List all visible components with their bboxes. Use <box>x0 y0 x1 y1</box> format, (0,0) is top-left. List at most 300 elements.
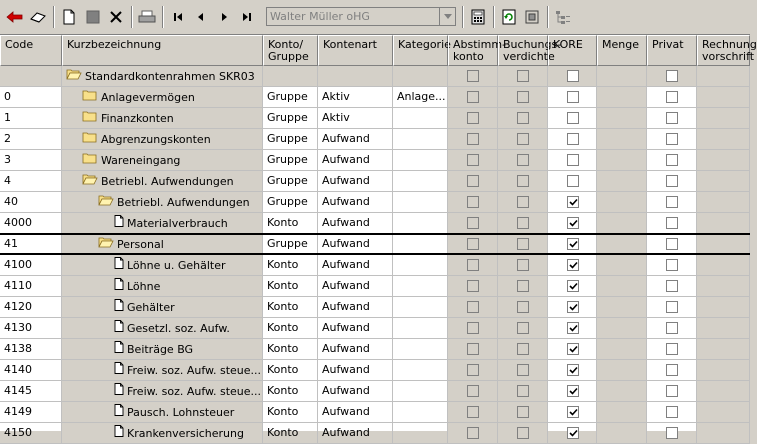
company-select[interactable] <box>266 7 456 26</box>
cell-menge[interactable] <box>597 423 647 444</box>
cell-privat[interactable] <box>647 171 697 192</box>
abst-checkbox[interactable] <box>467 70 479 82</box>
table-row[interactable] <box>0 423 750 444</box>
column-header-code[interactable] <box>0 35 62 66</box>
cell-menge[interactable] <box>597 171 647 192</box>
cell-abst[interactable] <box>448 339 498 360</box>
table-row[interactable] <box>0 150 750 171</box>
cell-art[interactable] <box>318 171 393 192</box>
cell-code[interactable] <box>0 297 62 318</box>
cell-art[interactable] <box>318 129 393 150</box>
cell-abst[interactable] <box>448 66 498 87</box>
cell-kore[interactable] <box>548 129 597 150</box>
cell-kat[interactable] <box>393 297 448 318</box>
cell-abst[interactable] <box>448 108 498 129</box>
cell-art[interactable] <box>318 234 393 255</box>
chevron-down-icon[interactable] <box>439 8 455 25</box>
cell-code[interactable] <box>0 108 62 129</box>
cell-kore[interactable] <box>548 66 597 87</box>
cell-buch[interactable] <box>498 402 548 423</box>
column-header-rech[interactable] <box>697 35 757 66</box>
privat-checkbox[interactable] <box>666 280 678 292</box>
buch-checkbox[interactable] <box>517 217 529 229</box>
abst-checkbox[interactable] <box>467 112 479 124</box>
column-header-kat[interactable] <box>393 35 451 66</box>
cell-name[interactable] <box>62 192 263 213</box>
buch-checkbox[interactable] <box>517 322 529 334</box>
cell-konto[interactable] <box>263 87 318 108</box>
kore-checkbox[interactable] <box>567 217 579 229</box>
cell-privat[interactable] <box>647 381 697 402</box>
calculator-icon[interactable] <box>467 6 489 28</box>
table-row[interactable] <box>0 234 750 255</box>
cell-kat[interactable] <box>393 276 448 297</box>
abst-checkbox[interactable] <box>467 133 479 145</box>
tree-view-icon[interactable] <box>552 6 574 28</box>
kore-checkbox[interactable] <box>567 427 579 439</box>
cell-privat[interactable] <box>647 108 697 129</box>
cell-kore[interactable] <box>548 234 597 255</box>
next-record-icon[interactable] <box>213 6 235 28</box>
abst-checkbox[interactable] <box>467 154 479 166</box>
kore-checkbox[interactable] <box>567 343 579 355</box>
last-record-icon[interactable] <box>236 6 258 28</box>
cell-rech[interactable] <box>697 402 750 423</box>
column-header-privat[interactable] <box>647 35 697 66</box>
cell-kat[interactable] <box>393 423 448 444</box>
cell-privat[interactable] <box>647 276 697 297</box>
table-row[interactable] <box>0 87 750 108</box>
cell-rech[interactable] <box>697 276 750 297</box>
buch-checkbox[interactable] <box>517 91 529 103</box>
previous-record-icon[interactable] <box>190 6 212 28</box>
cell-art[interactable] <box>318 360 393 381</box>
cell-privat[interactable] <box>647 318 697 339</box>
table-row[interactable] <box>0 402 750 423</box>
cell-buch[interactable] <box>498 171 548 192</box>
privat-checkbox[interactable] <box>666 175 678 187</box>
cell-privat[interactable] <box>647 339 697 360</box>
cell-privat[interactable] <box>647 129 697 150</box>
cell-kat[interactable] <box>393 402 448 423</box>
buch-checkbox[interactable] <box>517 154 529 166</box>
cell-name[interactable] <box>62 66 263 87</box>
cell-code[interactable] <box>0 339 62 360</box>
cell-menge[interactable] <box>597 234 647 255</box>
new-document-icon[interactable] <box>58 6 80 28</box>
table-row[interactable] <box>0 276 750 297</box>
kore-checkbox[interactable] <box>567 238 579 250</box>
cell-buch[interactable] <box>498 381 548 402</box>
cell-code[interactable] <box>0 129 62 150</box>
cell-art[interactable] <box>318 297 393 318</box>
cell-art[interactable] <box>318 108 393 129</box>
cell-rech[interactable] <box>697 423 750 444</box>
cell-konto[interactable] <box>263 213 318 234</box>
cell-buch[interactable] <box>498 360 548 381</box>
privat-checkbox[interactable] <box>666 427 678 439</box>
cell-art[interactable] <box>318 87 393 108</box>
cell-privat[interactable] <box>647 192 697 213</box>
cell-kore[interactable] <box>548 360 597 381</box>
buch-checkbox[interactable] <box>517 427 529 439</box>
abst-checkbox[interactable] <box>467 322 479 334</box>
cell-code[interactable] <box>0 360 62 381</box>
kore-checkbox[interactable] <box>567 364 579 376</box>
privat-checkbox[interactable] <box>666 238 678 250</box>
column-header-abst[interactable] <box>448 35 507 66</box>
cell-buch[interactable] <box>498 423 548 444</box>
cell-art[interactable] <box>318 381 393 402</box>
cell-name[interactable] <box>62 360 263 381</box>
cell-menge[interactable] <box>597 87 647 108</box>
cell-rech[interactable] <box>697 150 750 171</box>
cell-menge[interactable] <box>597 276 647 297</box>
cell-abst[interactable] <box>448 87 498 108</box>
cell-name[interactable] <box>62 213 263 234</box>
cell-rech[interactable] <box>697 318 750 339</box>
cell-rech[interactable] <box>697 255 750 276</box>
cell-menge[interactable] <box>597 66 647 87</box>
cell-kat[interactable] <box>393 129 448 150</box>
cell-privat[interactable] <box>647 66 697 87</box>
cell-abst[interactable] <box>448 213 498 234</box>
cell-kat[interactable] <box>393 339 448 360</box>
cell-buch[interactable] <box>498 150 548 171</box>
table-row[interactable] <box>0 108 750 129</box>
cell-name[interactable] <box>62 318 263 339</box>
cell-menge[interactable] <box>597 129 647 150</box>
cell-name[interactable] <box>62 150 263 171</box>
cell-art[interactable] <box>318 339 393 360</box>
cell-konto[interactable] <box>263 234 318 255</box>
kore-checkbox[interactable] <box>567 385 579 397</box>
cell-buch[interactable] <box>498 108 548 129</box>
cell-konto[interactable] <box>263 381 318 402</box>
abst-checkbox[interactable] <box>467 406 479 418</box>
cell-menge[interactable] <box>597 360 647 381</box>
cell-kore[interactable] <box>548 213 597 234</box>
kore-checkbox[interactable] <box>567 196 579 208</box>
cell-kat[interactable] <box>393 87 448 108</box>
abst-checkbox[interactable] <box>467 91 479 103</box>
table-row[interactable] <box>0 192 750 213</box>
back-red-arrow-icon[interactable] <box>4 6 26 28</box>
cell-rech[interactable] <box>697 213 750 234</box>
cell-kore[interactable] <box>548 297 597 318</box>
cell-menge[interactable] <box>597 108 647 129</box>
privat-checkbox[interactable] <box>666 112 678 124</box>
cell-kore[interactable] <box>548 423 597 444</box>
kore-checkbox[interactable] <box>567 154 579 166</box>
cell-abst[interactable] <box>448 423 498 444</box>
abst-checkbox[interactable] <box>467 217 479 229</box>
cell-buch[interactable] <box>498 297 548 318</box>
cell-kore[interactable] <box>548 255 597 276</box>
cell-code[interactable] <box>0 255 62 276</box>
table-row[interactable] <box>0 318 750 339</box>
cell-rech[interactable] <box>697 108 750 129</box>
cell-kore[interactable] <box>548 171 597 192</box>
privat-checkbox[interactable] <box>666 343 678 355</box>
table-row[interactable] <box>0 255 750 276</box>
cell-rech[interactable] <box>697 192 750 213</box>
cell-menge[interactable] <box>597 150 647 171</box>
cell-kat[interactable] <box>393 234 448 255</box>
kore-checkbox[interactable] <box>567 112 579 124</box>
cell-code[interactable] <box>0 423 62 444</box>
cell-privat[interactable] <box>647 234 697 255</box>
cell-konto[interactable] <box>263 360 318 381</box>
refresh-icon[interactable] <box>498 6 520 28</box>
cell-privat[interactable] <box>647 360 697 381</box>
column-header-art[interactable] <box>318 35 393 66</box>
table-row[interactable] <box>0 213 750 234</box>
cell-buch[interactable] <box>498 318 548 339</box>
cell-code[interactable] <box>0 150 62 171</box>
cell-name[interactable] <box>62 276 263 297</box>
abst-checkbox[interactable] <box>467 259 479 271</box>
privat-checkbox[interactable] <box>666 385 678 397</box>
cell-kore[interactable] <box>548 87 597 108</box>
abst-checkbox[interactable] <box>467 238 479 250</box>
kore-checkbox[interactable] <box>567 406 579 418</box>
buch-checkbox[interactable] <box>517 133 529 145</box>
cell-kat[interactable] <box>393 213 448 234</box>
privat-checkbox[interactable] <box>666 91 678 103</box>
cell-art[interactable] <box>318 213 393 234</box>
cell-rech[interactable] <box>697 297 750 318</box>
buch-checkbox[interactable] <box>517 70 529 82</box>
kore-checkbox[interactable] <box>567 322 579 334</box>
cell-konto[interactable] <box>263 108 318 129</box>
abst-checkbox[interactable] <box>467 364 479 376</box>
cell-code[interactable] <box>0 234 62 255</box>
cell-rech[interactable] <box>697 171 750 192</box>
cell-abst[interactable] <box>448 150 498 171</box>
table-row[interactable] <box>0 339 750 360</box>
cell-name[interactable] <box>62 402 263 423</box>
cell-name[interactable] <box>62 171 263 192</box>
kore-checkbox[interactable] <box>567 280 579 292</box>
cell-konto[interactable] <box>263 129 318 150</box>
cell-kore[interactable] <box>548 108 597 129</box>
cell-kat[interactable] <box>393 192 448 213</box>
privat-checkbox[interactable] <box>666 70 678 82</box>
cell-kat[interactable] <box>393 255 448 276</box>
buch-checkbox[interactable] <box>517 301 529 313</box>
cell-code[interactable] <box>0 402 62 423</box>
cell-code[interactable] <box>0 213 62 234</box>
buch-checkbox[interactable] <box>517 385 529 397</box>
cell-kat[interactable] <box>393 66 448 87</box>
privat-checkbox[interactable] <box>666 322 678 334</box>
cell-code[interactable] <box>0 66 62 87</box>
buch-checkbox[interactable] <box>517 238 529 250</box>
cell-code[interactable] <box>0 87 62 108</box>
cell-kat[interactable] <box>393 150 448 171</box>
cell-menge[interactable] <box>597 297 647 318</box>
cell-buch[interactable] <box>498 66 548 87</box>
cell-art[interactable] <box>318 318 393 339</box>
buch-checkbox[interactable] <box>517 364 529 376</box>
cell-privat[interactable] <box>647 402 697 423</box>
cell-privat[interactable] <box>647 297 697 318</box>
cell-abst[interactable] <box>448 360 498 381</box>
privat-checkbox[interactable] <box>666 259 678 271</box>
first-record-icon[interactable] <box>167 6 189 28</box>
cell-abst[interactable] <box>448 234 498 255</box>
cell-code[interactable] <box>0 171 62 192</box>
cell-menge[interactable] <box>597 192 647 213</box>
table-row[interactable] <box>0 381 750 402</box>
cell-kore[interactable] <box>548 276 597 297</box>
cell-konto[interactable] <box>263 297 318 318</box>
cell-name[interactable] <box>62 297 263 318</box>
cell-privat[interactable] <box>647 255 697 276</box>
cell-rech[interactable] <box>697 234 750 255</box>
cell-buch[interactable] <box>498 192 548 213</box>
cell-abst[interactable] <box>448 381 498 402</box>
cell-menge[interactable] <box>597 402 647 423</box>
cell-name[interactable] <box>62 255 263 276</box>
cell-buch[interactable] <box>498 213 548 234</box>
cell-name[interactable] <box>62 423 263 444</box>
cell-kat[interactable] <box>393 171 448 192</box>
privat-checkbox[interactable] <box>666 406 678 418</box>
cell-menge[interactable] <box>597 381 647 402</box>
cell-abst[interactable] <box>448 129 498 150</box>
privat-checkbox[interactable] <box>666 301 678 313</box>
cell-kat[interactable] <box>393 381 448 402</box>
cell-code[interactable] <box>0 276 62 297</box>
column-header-konto[interactable] <box>263 35 318 66</box>
cell-abst[interactable] <box>448 171 498 192</box>
stop-icon[interactable] <box>82 6 104 28</box>
cell-code[interactable] <box>0 318 62 339</box>
cell-buch[interactable] <box>498 339 548 360</box>
cell-konto[interactable] <box>263 402 318 423</box>
cell-name[interactable] <box>62 381 263 402</box>
cell-art[interactable] <box>318 423 393 444</box>
kore-checkbox[interactable] <box>567 91 579 103</box>
abst-checkbox[interactable] <box>467 343 479 355</box>
cell-abst[interactable] <box>448 297 498 318</box>
cell-kore[interactable] <box>548 339 597 360</box>
cell-konto[interactable] <box>263 192 318 213</box>
frame-icon[interactable] <box>521 6 543 28</box>
cell-rech[interactable] <box>697 129 750 150</box>
cell-name[interactable] <box>62 129 263 150</box>
cell-abst[interactable] <box>448 192 498 213</box>
cell-art[interactable] <box>318 402 393 423</box>
kore-checkbox[interactable] <box>567 133 579 145</box>
cell-rech[interactable] <box>697 66 750 87</box>
cell-kat[interactable] <box>393 360 448 381</box>
kore-checkbox[interactable] <box>567 175 579 187</box>
cell-privat[interactable] <box>647 213 697 234</box>
cell-abst[interactable] <box>448 318 498 339</box>
cell-art[interactable] <box>318 255 393 276</box>
cell-konto[interactable] <box>263 150 318 171</box>
cell-kat[interactable] <box>393 108 448 129</box>
cell-abst[interactable] <box>448 402 498 423</box>
cell-name[interactable] <box>62 87 263 108</box>
cell-art[interactable] <box>318 192 393 213</box>
cell-abst[interactable] <box>448 255 498 276</box>
cell-menge[interactable] <box>597 318 647 339</box>
cell-art[interactable] <box>318 66 393 87</box>
buch-checkbox[interactable] <box>517 406 529 418</box>
privat-checkbox[interactable] <box>666 364 678 376</box>
cell-kore[interactable] <box>548 150 597 171</box>
column-header-kore[interactable] <box>548 35 597 66</box>
kore-checkbox[interactable] <box>567 301 579 313</box>
buch-checkbox[interactable] <box>517 175 529 187</box>
cell-menge[interactable] <box>597 339 647 360</box>
cell-code[interactable] <box>0 381 62 402</box>
kore-checkbox[interactable] <box>567 70 579 82</box>
cell-konto[interactable] <box>263 171 318 192</box>
cell-abst[interactable] <box>448 276 498 297</box>
cell-privat[interactable] <box>647 150 697 171</box>
print-icon[interactable] <box>136 6 158 28</box>
eraser-icon[interactable] <box>27 6 49 28</box>
privat-checkbox[interactable] <box>666 196 678 208</box>
cell-rech[interactable] <box>697 87 750 108</box>
delete-x-icon[interactable] <box>105 6 127 28</box>
cell-art[interactable] <box>318 276 393 297</box>
cell-konto[interactable] <box>263 255 318 276</box>
cell-privat[interactable] <box>647 423 697 444</box>
privat-checkbox[interactable] <box>666 154 678 166</box>
cell-menge[interactable] <box>597 213 647 234</box>
cell-buch[interactable] <box>498 87 548 108</box>
abst-checkbox[interactable] <box>467 280 479 292</box>
cell-kore[interactable] <box>548 318 597 339</box>
cell-kore[interactable] <box>548 381 597 402</box>
cell-kore[interactable] <box>548 192 597 213</box>
column-header-name[interactable] <box>62 35 263 66</box>
cell-kore[interactable] <box>548 402 597 423</box>
kore-checkbox[interactable] <box>567 259 579 271</box>
cell-buch[interactable] <box>498 234 548 255</box>
cell-privat[interactable] <box>647 87 697 108</box>
abst-checkbox[interactable] <box>467 385 479 397</box>
buch-checkbox[interactable] <box>517 280 529 292</box>
cell-konto[interactable] <box>263 66 318 87</box>
cell-code[interactable] <box>0 192 62 213</box>
privat-checkbox[interactable] <box>666 217 678 229</box>
abst-checkbox[interactable] <box>467 196 479 208</box>
cell-rech[interactable] <box>697 360 750 381</box>
cell-konto[interactable] <box>263 339 318 360</box>
abst-checkbox[interactable] <box>467 301 479 313</box>
buch-checkbox[interactable] <box>517 259 529 271</box>
cell-buch[interactable] <box>498 276 548 297</box>
column-header-buch[interactable] <box>498 35 562 66</box>
table-row[interactable] <box>0 297 750 318</box>
cell-konto[interactable] <box>263 318 318 339</box>
cell-name[interactable] <box>62 234 263 255</box>
table-row[interactable] <box>0 171 750 192</box>
table-row[interactable] <box>0 129 750 150</box>
buch-checkbox[interactable] <box>517 343 529 355</box>
cell-name[interactable] <box>62 339 263 360</box>
cell-art[interactable] <box>318 150 393 171</box>
abst-checkbox[interactable] <box>467 175 479 187</box>
cell-name[interactable] <box>62 108 263 129</box>
